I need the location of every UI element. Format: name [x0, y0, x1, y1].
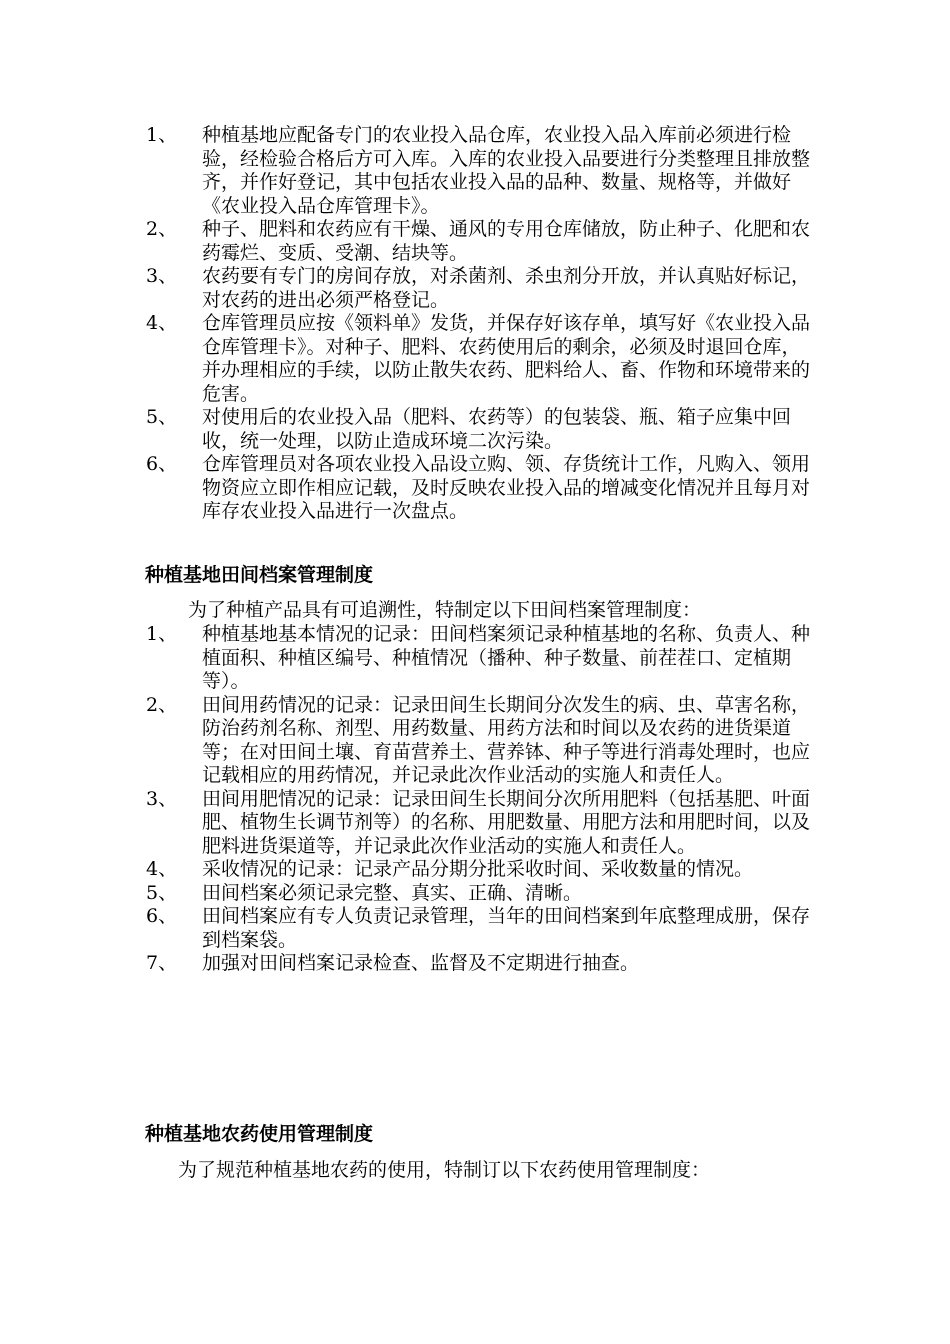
list-item: [140, 124, 815, 218]
item-text: 仓库管理员对各项农业投入品设立购、领、存货统计工作，凡购入、领用物资应立即作相应记载，及时反映农业投入品的增减变化情况并且每月对库存农业投入品进行一次盘点。: [202, 453, 811, 522]
item-text: 加强对田间档案记录检查、监督及不定期进行抽查。: [202, 952, 640, 974]
list-item: [140, 905, 815, 952]
item-number: 6、: [146, 905, 178, 927]
item-number: 6、: [146, 453, 178, 475]
item-number: 1、: [146, 124, 178, 146]
list-item: [140, 265, 815, 312]
item-text: 田间用药情况的记录：记录田间生长期间分次发生的病、虫、草害名称，防治药剂名称、剂型、用药数量、用药方法和时间以及农药的进货渠道等；在对田间土壤、育苗营养土、营养钵、种子等进行消毒处理时，也应记载相应的用药情况，并记录此次作业活动的实施人和责任人。: [202, 693, 811, 786]
list-item: [140, 218, 815, 265]
item-number: 5、: [146, 406, 178, 428]
list-item: [140, 312, 815, 406]
list-item: [140, 453, 815, 524]
pesticide-use-heading: 种植基地农药使用管理制度: [145, 1123, 374, 1145]
field-records-intro: 为了种植产品具有可追溯性，特制定以下田间档案管理制度：: [188, 599, 702, 621]
warehouse-rules-list: [140, 124, 815, 524]
item-number: 2、: [146, 218, 178, 240]
item-number: 5、: [146, 881, 178, 904]
list-item: [140, 623, 815, 694]
item-text: 田间用肥情况的记录：记录田间生长期间分次所用肥料（包括基肥、叶面肥、植物生长调节剂等）的名称、用肥数量、用肥方法和用肥时间，以及肥料进货渠道等，并记录此次作业活动的实施人和责任人。: [202, 787, 811, 857]
item-text: 种植基地应配备专门的农业投入品仓库，农业投入品入库前必须进行检验，经检验合格后方可入库。入库的农业投入品要进行分类整理且排放整齐，并作好登记，其中包括农业投入品的品种、数量、规格等，并做好《农业投入品仓库管理卡》。: [202, 124, 811, 217]
list-item: [140, 882, 815, 906]
item-number: 7、: [146, 952, 178, 974]
list-item: [140, 858, 815, 882]
list-item: [140, 694, 815, 788]
field-records-list: [140, 623, 815, 976]
item-text: 种子、肥料和农药应有干燥、通风的专用仓库储放，防止种子、化肥和农药霉烂、变质、受潮、结块等。: [202, 218, 811, 264]
item-number: 1、: [146, 623, 178, 645]
list-item: [140, 406, 815, 453]
item-number: 3、: [146, 787, 178, 810]
list-item: [140, 952, 815, 976]
item-text: 田间档案应有专人负责记录管理，当年的田间档案到年底整理成册，保存到档案袋。: [202, 905, 811, 951]
item-number: 4、: [146, 312, 178, 334]
item-text: 采收情况的记录：记录产品分期分批采收时间、采收数量的情况。: [202, 858, 754, 880]
item-text: 田间档案必须记录完整、真实、正确、清晰。: [202, 881, 583, 904]
item-text: 对使用后的农业投入品（肥料、农药等）的包装袋、瓶、箱子应集中回收，统一处理，以防止造成环境二次污染。: [202, 406, 792, 452]
item-number: 2、: [146, 693, 178, 716]
list-item: [140, 788, 815, 859]
field-records-heading: 种植基地田间档案管理制度: [145, 564, 374, 586]
item-text: 农药要有专门的房间存放，对杀菌剂、杀虫剂分开放，并认真贴好标记，对农药的进出必须严格登记。: [202, 265, 811, 311]
item-number: 3、: [146, 265, 178, 287]
pesticide-use-intro: 为了规范种植基地农药的使用，特制订以下农药使用管理制度：: [178, 1159, 711, 1181]
item-number: 4、: [146, 858, 178, 880]
item-text: 仓库管理员应按《领料单》发货，并保存好该存单，填写好《农业投入品仓库管理卡》。对种子、肥料、农药使用后的剩余，必须及时退回仓库，并办理相应的手续，以防止散失农药、肥料给人、畜、作物和环境带来的危害。: [202, 312, 811, 405]
item-text: 种植基地基本情况的记录：田间档案须记录种植基地的名称、负责人、种植面积、种植区编号、种植情况（播种、种子数量、前茬茬口、定植期等）。: [202, 623, 811, 692]
